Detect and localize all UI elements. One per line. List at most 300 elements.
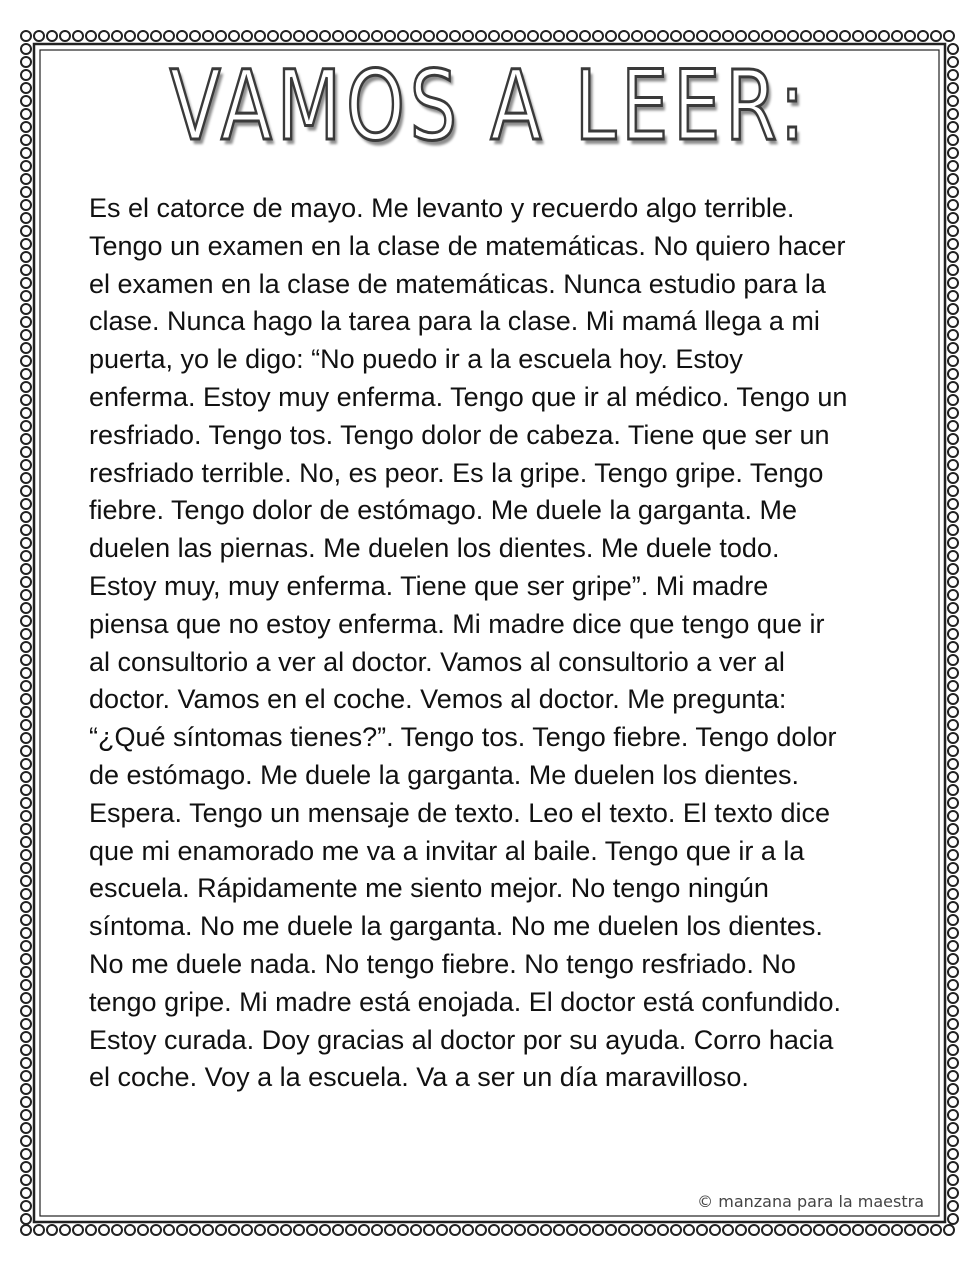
story-line: resfriado terrible. No, es peor. Es la gripe. Tengo gripe. Tengo [89,457,824,488]
border-scallop [853,31,863,41]
border-scallop [736,31,746,41]
border-scallop [21,759,31,769]
story-line: al consultorio a ver al doctor. Vamos al consultorio a ver al [89,646,785,677]
border-scallop [723,1225,733,1235]
story-line: doctor. Vamos en el coche. Vemos al doctor. Me pregunta: [89,684,787,715]
border-scallop [502,31,512,41]
story-line: el examen en la clase de matemáticas. Nunca estudio para la [89,268,826,299]
border-scallop [948,616,958,626]
border-scallop [948,668,958,678]
border-scallop [21,655,31,665]
border-scallop [47,31,57,41]
border-scallop [948,980,958,990]
border-scallop [948,720,958,730]
border-scallop [948,1071,958,1081]
story-line: síntoma. No me duele la garganta. No me duelen los dientes. [89,911,823,942]
border-scallop [333,31,343,41]
border-scallop [948,96,958,106]
border-scallop [567,31,577,41]
border-scallop [164,1225,174,1235]
border-scallop [255,31,265,41]
border-scallop [21,174,31,184]
border-scallop [948,590,958,600]
border-scallop [346,1225,356,1235]
border-scallop [736,1225,746,1235]
border-scallop [138,1225,148,1235]
border-scallop [21,902,31,912]
story-text [89,190,909,1097]
border-scallop [948,1214,958,1224]
border-scallop [948,1045,958,1055]
border-scallop [948,772,958,782]
border-scallop [320,1225,330,1235]
border-scallop [411,31,421,41]
border-scallop [879,31,889,41]
border-scallop [645,1225,655,1235]
border-scallop [21,1188,31,1198]
border-scallop [948,1162,958,1172]
border-scallop [948,915,958,925]
border-scallop [21,694,31,704]
border-scallop [21,837,31,847]
border-scallop [489,1225,499,1235]
border-scallop [424,1225,434,1235]
border-scallop [749,31,759,41]
border-scallop [21,1045,31,1055]
border-scallop [125,31,135,41]
border-scallop [476,31,486,41]
border-scallop [21,967,31,977]
border-scallop [948,863,958,873]
border-scallop [21,499,31,509]
border-scallop [21,642,31,652]
border-scallop [948,512,958,522]
border-scallop [619,31,629,41]
border-scallop [645,31,655,41]
border-scallop [151,31,161,41]
border-scallop [60,1225,70,1235]
border-scallop [21,616,31,626]
border-scallop [21,265,31,275]
border-scallop [21,564,31,574]
border-scallop [866,1225,876,1235]
border-scallop [801,31,811,41]
border-scallop [948,57,958,67]
border-scallop [853,1225,863,1235]
border-scallop [21,395,31,405]
story-line: clase. Nunca hago la tarea para la clase. Mi mamá llega a mi [89,306,820,337]
border-scallop [385,1225,395,1235]
border-scallop [21,239,31,249]
border-scallop [21,798,31,808]
border-scallop [948,694,958,704]
border-scallop [541,31,551,41]
border-scallop [21,954,31,964]
border-scallop [948,746,958,756]
border-scallop [177,31,187,41]
border-scallop [918,1225,928,1235]
border-scallop [21,1225,31,1235]
border-scallop [476,1225,486,1235]
border-scallop [73,31,83,41]
border-scallop [21,135,31,145]
border-scallop [948,733,958,743]
border-scallop [554,1225,564,1235]
border-scallop [86,1225,96,1235]
border-scallop [671,1225,681,1235]
border-scallop [242,1225,252,1235]
border-scallop [948,551,958,561]
border-scallop [203,31,213,41]
border-scallop [372,1225,382,1235]
border-scallop [21,148,31,158]
border-scallop [398,31,408,41]
border-scallop [948,83,958,93]
border-scallop [671,31,681,41]
border-scallop [21,824,31,834]
border-scallop [21,213,31,223]
border-scallop [892,1225,902,1235]
border-scallop [21,681,31,691]
border-scallop [948,967,958,977]
border-scallop [948,382,958,392]
border-scallop [948,317,958,327]
border-scallop [948,876,958,886]
border-scallop [948,421,958,431]
story-line: de estómago. Me duele la garganta. Me duelen los dientes. [89,759,799,790]
border-scallop [320,31,330,41]
border-scallop [948,265,958,275]
border-scallop [948,1019,958,1029]
border-scallop [948,187,958,197]
border-scallop [281,31,291,41]
border-scallop [21,1201,31,1211]
border-scallop [948,681,958,691]
border-scallop [632,31,642,41]
copyright-credit: © manzana para la maestra [697,1192,924,1211]
border-scallop [359,1225,369,1235]
border-scallop [948,837,958,847]
border-scallop [437,31,447,41]
border-scallop [21,590,31,600]
border-scallop [948,824,958,834]
border-scallop [164,31,174,41]
border-scallop [948,330,958,340]
border-scallop [948,850,958,860]
border-scallop [294,31,304,41]
border-scallop [47,1225,57,1235]
page-title: VAMOS A LEER: [169,50,810,162]
border-scallop [948,304,958,314]
border-scallop [21,1006,31,1016]
border-scallop [515,1225,525,1235]
border-scallop [788,1225,798,1235]
border-scallop [21,460,31,470]
border-scallop [697,1225,707,1235]
border-scallop [948,538,958,548]
border-scallop [948,564,958,574]
border-scallop [948,135,958,145]
border-scallop [658,31,668,41]
border-scallop [632,1225,642,1235]
border-scallop [229,31,239,41]
border-scallop [866,31,876,41]
border-scallop [21,187,31,197]
border-scallop [710,1225,720,1235]
border-scallop [294,1225,304,1235]
border-scallop [892,31,902,41]
border-scallop [86,31,96,41]
border-scallop [99,31,109,41]
border-scallop [948,1110,958,1120]
border-scallop [775,1225,785,1235]
border-scallop [948,1201,958,1211]
border-scallop [580,31,590,41]
border-scallop [948,785,958,795]
story-line: puerta, yo le digo: “No puedo ir a la escuela hoy. Estoy [89,344,743,375]
border-scallop [60,31,70,41]
border-scallop [948,369,958,379]
border-scallop [21,1084,31,1094]
border-scallop [333,1225,343,1235]
border-scallop [21,434,31,444]
border-scallop [21,278,31,288]
border-scallop [21,707,31,717]
border-scallop [21,1071,31,1081]
border-scallop [948,70,958,80]
border-scallop [21,1097,31,1107]
border-scallop [948,161,958,171]
border-scallop [948,1006,958,1016]
border-scallop [450,1225,460,1235]
border-scallop [229,1225,239,1235]
border-scallop [749,1225,759,1235]
border-scallop [21,83,31,93]
border-scallop [948,629,958,639]
border-scallop [948,1136,958,1146]
border-scallop [762,1225,772,1235]
border-scallop [948,122,958,132]
story-line: Estoy muy, muy enferma. Tiene que ser gripe”. Mi madre [89,570,769,601]
border-scallop [21,941,31,951]
border-scallop [307,31,317,41]
border-scallop [541,1225,551,1235]
border-scallop [21,161,31,171]
border-scallop [658,1225,668,1235]
border-scallop [567,1225,577,1235]
border-scallop [801,1225,811,1235]
border-scallop [948,1149,958,1159]
border-scallop [489,31,499,41]
border-scallop [684,1225,694,1235]
border-scallop [21,304,31,314]
border-scallop [515,31,525,41]
border-scallop [948,395,958,405]
border-scallop [385,31,395,41]
border-scallop [216,1225,226,1235]
border-scallop [21,226,31,236]
border-scallop [21,473,31,483]
border-scallop [948,473,958,483]
border-scallop [554,31,564,41]
border-scallop [21,538,31,548]
border-scallop [21,928,31,938]
border-scallop [948,954,958,964]
border-scallop [34,1225,44,1235]
border-scallop [948,1097,958,1107]
border-scallop [948,343,958,353]
border-scallop [21,343,31,353]
border-scallop [948,356,958,366]
border-scallop [268,1225,278,1235]
story-line: No me duele nada. No tengo fiebre. No tengo resfriado. No [89,948,796,979]
border-scallop [21,447,31,457]
story-line: “¿Qué síntomas tienes?”. Tengo tos. Tengo fiebre. Tengo dolor [89,722,837,753]
border-scallop [948,291,958,301]
border-scallop [840,1225,850,1235]
border-scallop [827,1225,837,1235]
border-scallop [502,1225,512,1235]
border-scallop [21,512,31,522]
story-line: Espera. Tengo un mensaje de texto. Leo el texto. El texto dice [89,797,830,828]
border-scallop [21,915,31,925]
border-scallop [21,551,31,561]
border-scallop [21,369,31,379]
border-scallop [918,31,928,41]
border-scallop [307,1225,317,1235]
border-scallop [255,1225,265,1235]
border-scallop [905,31,915,41]
border-scallop [177,1225,187,1235]
border-scallop [840,31,850,41]
border-scallop [948,109,958,119]
border-scallop [948,902,958,912]
border-scallop [21,70,31,80]
border-scallop [21,1214,31,1224]
border-scallop [827,31,837,41]
border-scallop [814,31,824,41]
border-scallop [21,668,31,678]
border-scallop [948,1032,958,1042]
border-scallop [21,1019,31,1029]
border-scallop [21,811,31,821]
border-scallop [21,382,31,392]
border-scallop [948,759,958,769]
border-scallop [21,408,31,418]
story-line: tengo gripe. Mi madre está enojada. El doctor está confundido. [89,986,841,1017]
border-scallop [948,499,958,509]
border-scallop [112,1225,122,1235]
border-scallop [34,31,44,41]
border-scallop [948,434,958,444]
story-line: que mi enamorado me va a invitar al baile. Tengo que ir a la [89,835,805,866]
border-scallop [606,31,616,41]
border-scallop [879,1225,889,1235]
border-scallop [21,772,31,782]
border-scallop [411,1225,421,1235]
border-scallop [948,213,958,223]
border-scallop [450,31,460,41]
border-scallop [948,1058,958,1068]
border-scallop [788,31,798,41]
story-line: Es el catorce de mayo. Me levanto y recuerdo algo terrible. [89,193,795,223]
border-scallop [268,31,278,41]
border-scallop [710,31,720,41]
border-scallop [242,31,252,41]
border-scallop [21,863,31,873]
border-scallop [944,31,954,41]
border-scallop [21,1175,31,1185]
story-line: Estoy curada. Doy gracias al doctor por su ayuda. Corro hacia [89,1024,834,1055]
border-scallop [948,486,958,496]
border-scallop [21,31,31,41]
border-scallop [21,1123,31,1133]
story-line: piensa que no estoy enferma. Mi madre dice que tengo que ir [89,608,825,639]
border-scallop [203,1225,213,1235]
border-scallop [948,239,958,249]
border-scallop [151,1225,161,1235]
border-scallop [21,850,31,860]
border-scallop [723,31,733,41]
border-scallop [948,993,958,1003]
border-scallop [905,1225,915,1235]
border-scallop [21,200,31,210]
story-line: fiebre. Tengo dolor de estómago. Me duele la garganta. Me [89,495,797,526]
border-scallop [21,603,31,613]
border-scallop [138,31,148,41]
border-scallop [21,122,31,132]
border-scallop [125,1225,135,1235]
border-scallop [21,96,31,106]
border-scallop [21,785,31,795]
border-scallop [21,1058,31,1068]
border-scallop [948,603,958,613]
border-scallop [216,31,226,41]
border-scallop [21,1032,31,1042]
border-scallop [948,1175,958,1185]
border-scallop [948,928,958,938]
border-scallop [21,876,31,886]
border-scallop [528,1225,538,1235]
border-scallop [619,1225,629,1235]
border-scallop [948,577,958,587]
border-scallop [775,31,785,41]
border-scallop [697,31,707,41]
border-scallop [762,31,772,41]
border-scallop [948,1188,958,1198]
border-scallop [21,525,31,535]
border-scallop [21,577,31,587]
border-scallop [21,57,31,67]
story-line: el coche. Voy a la escuela. Va a ser un día maravilloso. [89,1062,749,1093]
border-scallop [372,31,382,41]
border-scallop [21,356,31,366]
border-scallop [948,811,958,821]
border-scallop [463,1225,473,1235]
border-scallop [948,408,958,418]
border-scallop [948,460,958,470]
border-scallop [21,1162,31,1172]
border-scallop [398,1225,408,1235]
border-scallop [528,31,538,41]
border-scallop [948,889,958,899]
border-scallop [21,733,31,743]
border-scallop [948,200,958,210]
story-line: enferma. Estoy muy enferma. Tengo que ir al médico. Tengo un [89,381,848,412]
story-line: escuela. Rápidamente me siento mejor. No tengo ningún [89,873,769,904]
border-scallop [948,798,958,808]
border-scallop [948,655,958,665]
